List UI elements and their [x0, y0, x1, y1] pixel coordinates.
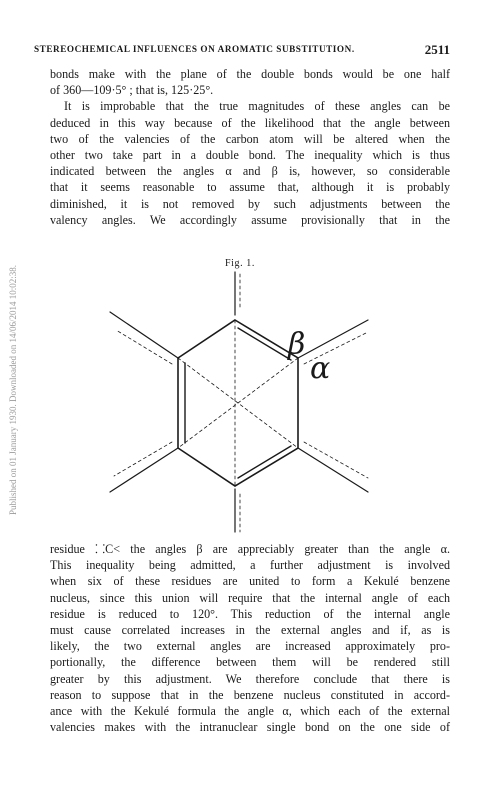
text-line: greater by this adjustment. We therefore conclude that there is — [50, 671, 450, 686]
external-bond-upper-left — [110, 312, 178, 358]
external-bond-upper-right — [298, 320, 368, 358]
external-bond-lower-left — [110, 448, 178, 492]
text-line: bonds make with the plane of the double bonds would be one half — [50, 67, 450, 81]
benzene-valency-figure — [100, 270, 380, 540]
external-bond-lower-right — [298, 448, 368, 492]
text-line: deduced in this way because of the likelihood that the angle between — [50, 115, 450, 130]
text-line: ance with the Kekulé formula the angle α, which each of the external — [50, 704, 450, 719]
text-line: must cause correlated increases in the external angles and if, as is — [50, 623, 450, 638]
beta-label: β — [288, 327, 306, 362]
paragraph-continuation — [50, 66, 450, 98]
figure-caption: Fig. 1. — [224, 258, 256, 269]
text-line: reason to suppose that in the benzene nucleus constituted in accord- — [50, 687, 450, 702]
running-title: STEREOCHEMICAL INFLUENCES ON AROMATIC SUBSTITUTION. — [34, 44, 355, 54]
text-line: indicated between the angles α and β is, however, so considerable — [50, 164, 450, 179]
body-text-lower — [50, 541, 450, 735]
alpha-label: α — [310, 351, 331, 386]
text-line: other two take part in a double bond. The inequality which is thus — [50, 148, 450, 163]
double-bond-lower-right — [238, 446, 291, 478]
page-number: 2511 — [424, 42, 450, 57]
text-line: This inequality being admitted, a further adjustment is involved — [50, 558, 450, 573]
body-text-upper — [50, 66, 450, 228]
double-bond-upper-right — [238, 328, 291, 360]
text-line: of 360—109·5° ; that is, 125·25°. — [50, 83, 214, 98]
text-line: when six of these residues are united to form a Kekulé benzene — [50, 574, 450, 589]
text-line: likely, the two external angles are increased approximately pro- — [50, 639, 450, 654]
text-line: that it seems reasonable to assume that, although it is probably — [50, 180, 450, 195]
running-header — [34, 42, 450, 58]
text-line: residue is reduced to 120°. This reduction of the internal angle — [50, 606, 450, 621]
text-line: It is improbable that the true magnitudes of these angles can be — [64, 99, 450, 114]
text-line: valency angles. We accordingly assume provisionally that in the — [50, 212, 450, 227]
text-line: valencies makes with the intranuclear single bond on the one side of — [50, 720, 450, 735]
text-line: portionally, the difference between them will be rendered still — [50, 655, 450, 670]
download-watermark-text: Published on 01 January 1930. Downloaded on 14/06/2014 10:02:38. — [8, 265, 18, 515]
text-line: residue ⸬C< the angles β are appreciably greater than the angle α. — [50, 542, 450, 556]
text-line: diminished, it is not removed by such adjustments between the — [50, 196, 450, 211]
text-line: nucleus, since this union will require that the internal angle of each — [50, 590, 450, 605]
paragraph-continuation — [50, 541, 450, 735]
paragraph — [50, 98, 450, 228]
download-watermark — [6, 160, 20, 620]
text-line: two of the valencies of the carbon atom will be altered when the — [50, 131, 450, 146]
external-dashed-lower-right — [304, 442, 368, 478]
